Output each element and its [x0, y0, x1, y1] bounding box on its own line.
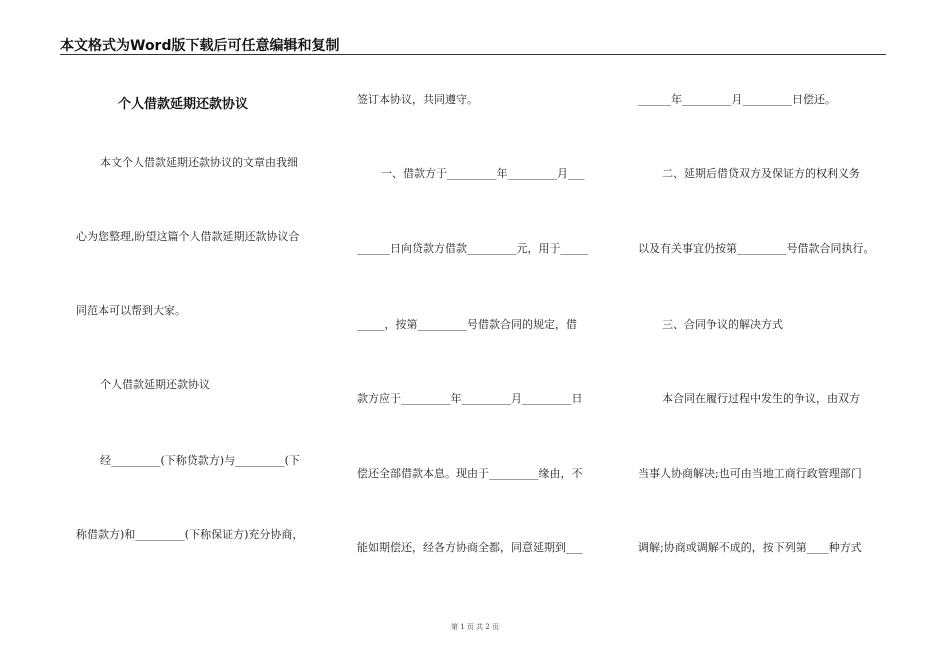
document-title: 个人借款延期还款协议 — [118, 97, 249, 112]
paragraph-line: 心为您整理,盼望这篇个人借款延期还款协议合 — [76, 230, 300, 243]
paragraph-line: 本文个人借款延期还款协议的文章由我细 — [100, 156, 298, 169]
paragraph-line: _____，按第_________号借款合同的规定，借 — [357, 318, 577, 331]
paragraph-line: 同范本可以帮到大家。 — [76, 304, 186, 317]
header-text: 本文格式为Word版下载后可任意编辑和复制 — [60, 38, 340, 54]
page-footer: 第 1 页 共 2 页 — [450, 623, 500, 631]
paragraph-line: 一、借款方于_________年_________月___ — [381, 167, 585, 180]
paragraph-line: 以及有关事宜仍按第_________号借款合同执行。 — [638, 242, 875, 255]
paragraph-line: 经_________(下称贷款方)与_________(下 — [100, 454, 300, 467]
paragraph-line: ______日向贷款方借款_________元，用于_____ — [357, 242, 588, 255]
page-header — [60, 35, 886, 55]
paragraph-line: 三、合同争议的解决方式 — [662, 318, 783, 331]
paragraph-line: 当事人协商解决;也可由当地工商行政管理部门 — [638, 467, 862, 480]
paragraph-line: ______年_________月_________日偿还。 — [638, 93, 836, 106]
paragraph-line: 偿还全部借款本息。现由于_________缘由，不 — [357, 467, 583, 480]
paragraph-line: 个人借款延期还款协议 — [100, 378, 210, 391]
paragraph-line: 调解;协商或调解不成的，按下列第____种方式 — [638, 541, 862, 554]
paragraph-line: 二、延期后借贷双方及保证方的权利义务 — [662, 167, 860, 180]
paragraph-line: 本合同在履行过程中发生的争议，由双方 — [662, 392, 860, 405]
paragraph-line: 称借款方)和_________(下称保证方)充分协商， — [76, 528, 304, 541]
paragraph-line: 签订本协议，共同遵守。 — [357, 93, 478, 106]
paragraph-line: 款方应于_________年_________月_________日 — [357, 392, 583, 405]
paragraph-line: 能如期偿还，经各方协商全都，同意延期到___ — [357, 541, 583, 554]
